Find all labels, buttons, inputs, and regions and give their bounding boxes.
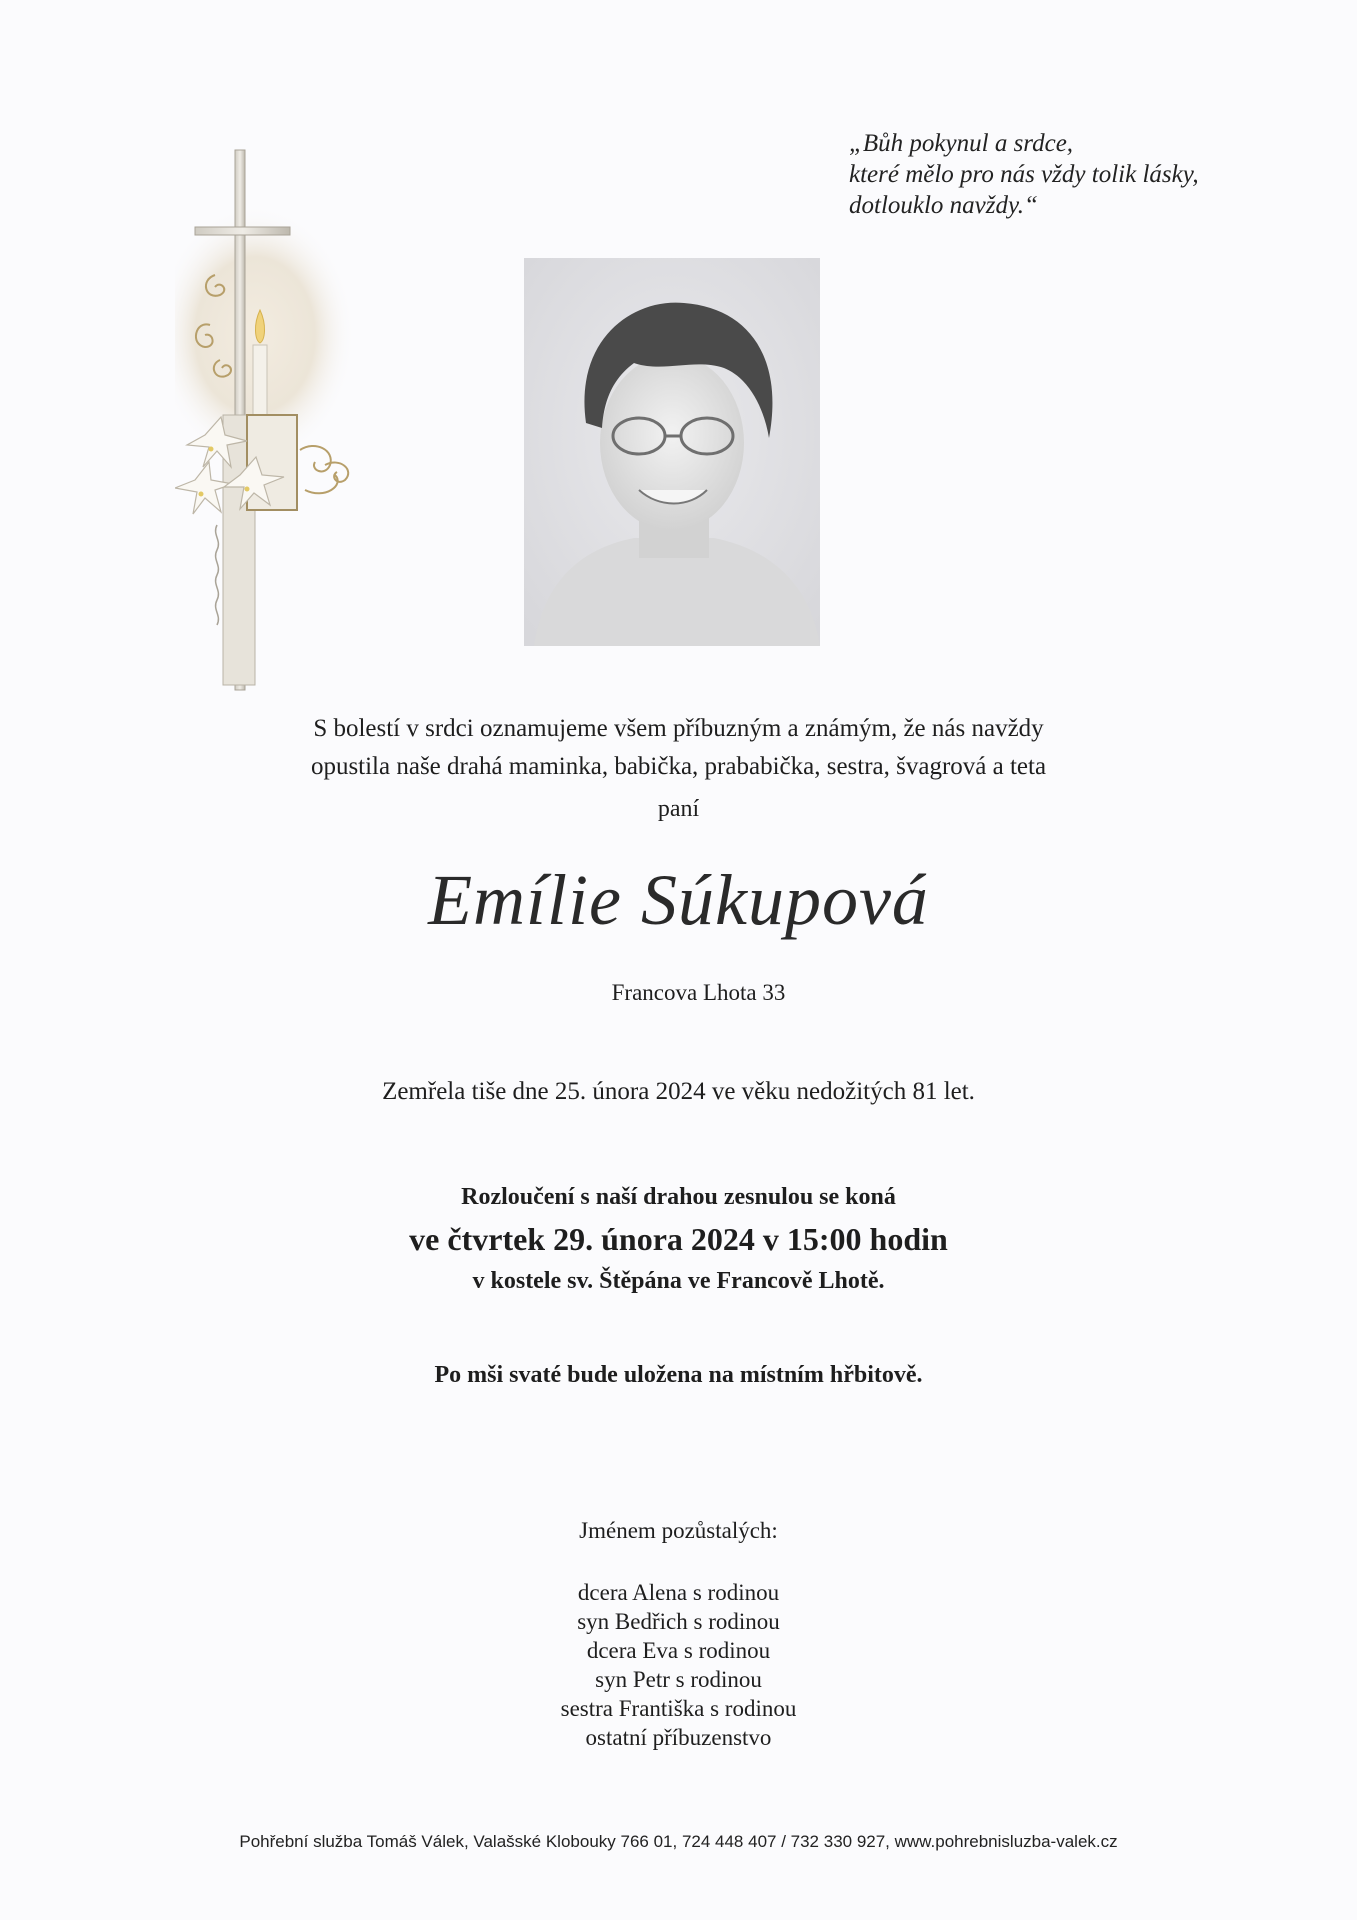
farewell-date-time: ve čtvrtek 29. února 2024 v 15:00 hodin — [409, 1221, 948, 1257]
funeral-service-footer: Pohřební služba Tomáš Válek, Valašské Klobouky 766 01, 724 448 407 / 732 330 927, www.pohrebnisluzba-valek.cz — [239, 1832, 1118, 1851]
memorial-quote — [849, 128, 1289, 221]
mourners-list — [0, 1578, 1357, 1752]
quote-line: které mělo pro nás vždy tolik lásky, — [849, 161, 1199, 188]
salutation: paní — [657, 796, 700, 822]
death-notice: Zemřela tiše dne 25. února 2024 ve věku nedožitých 81 let. — [382, 1078, 975, 1105]
deceased-name: Emílie Súkupová — [428, 860, 929, 940]
announcement-line: opustila naše drahá maminka, babička, prababička, sestra, švagrová a teta — [310, 753, 1047, 780]
announcement-line: S bolestí v srdci oznamujeme všem příbuzným a známým, že nás navždy — [313, 715, 1044, 742]
cross-candle-lilies-icon — [175, 145, 425, 705]
farewell-details — [0, 1178, 1357, 1300]
portrait-photo — [524, 258, 820, 646]
deceased-address: Francova Lhota 33 — [611, 980, 786, 1005]
announcement-text — [0, 710, 1357, 786]
list-item: sestra Františka s rodinou — [560, 1696, 797, 1721]
farewell-intro: Rozloučení s naší drahou zesnulou se koná — [461, 1184, 896, 1210]
farewell-location: v kostele sv. Štěpána ve Francově Lhotě. — [472, 1268, 885, 1294]
mourners-title: Jménem pozůstalých: — [579, 1518, 778, 1543]
list-item: syn Bedřich s rodinou — [577, 1609, 780, 1634]
list-item: dcera Eva s rodinou — [586, 1638, 771, 1663]
burial-notice: Po mši svaté bude uložena na místním hřbitově. — [434, 1362, 923, 1388]
list-item: ostatní příbuzenstvo — [585, 1725, 772, 1750]
quote-line: „Bůh pokynul a srdce, — [849, 130, 1074, 157]
list-item: syn Petr s rodinou — [595, 1667, 762, 1692]
list-item: dcera Alena s rodinou — [577, 1580, 780, 1605]
quote-line: dotlouklo navždy.“ — [849, 192, 1038, 219]
